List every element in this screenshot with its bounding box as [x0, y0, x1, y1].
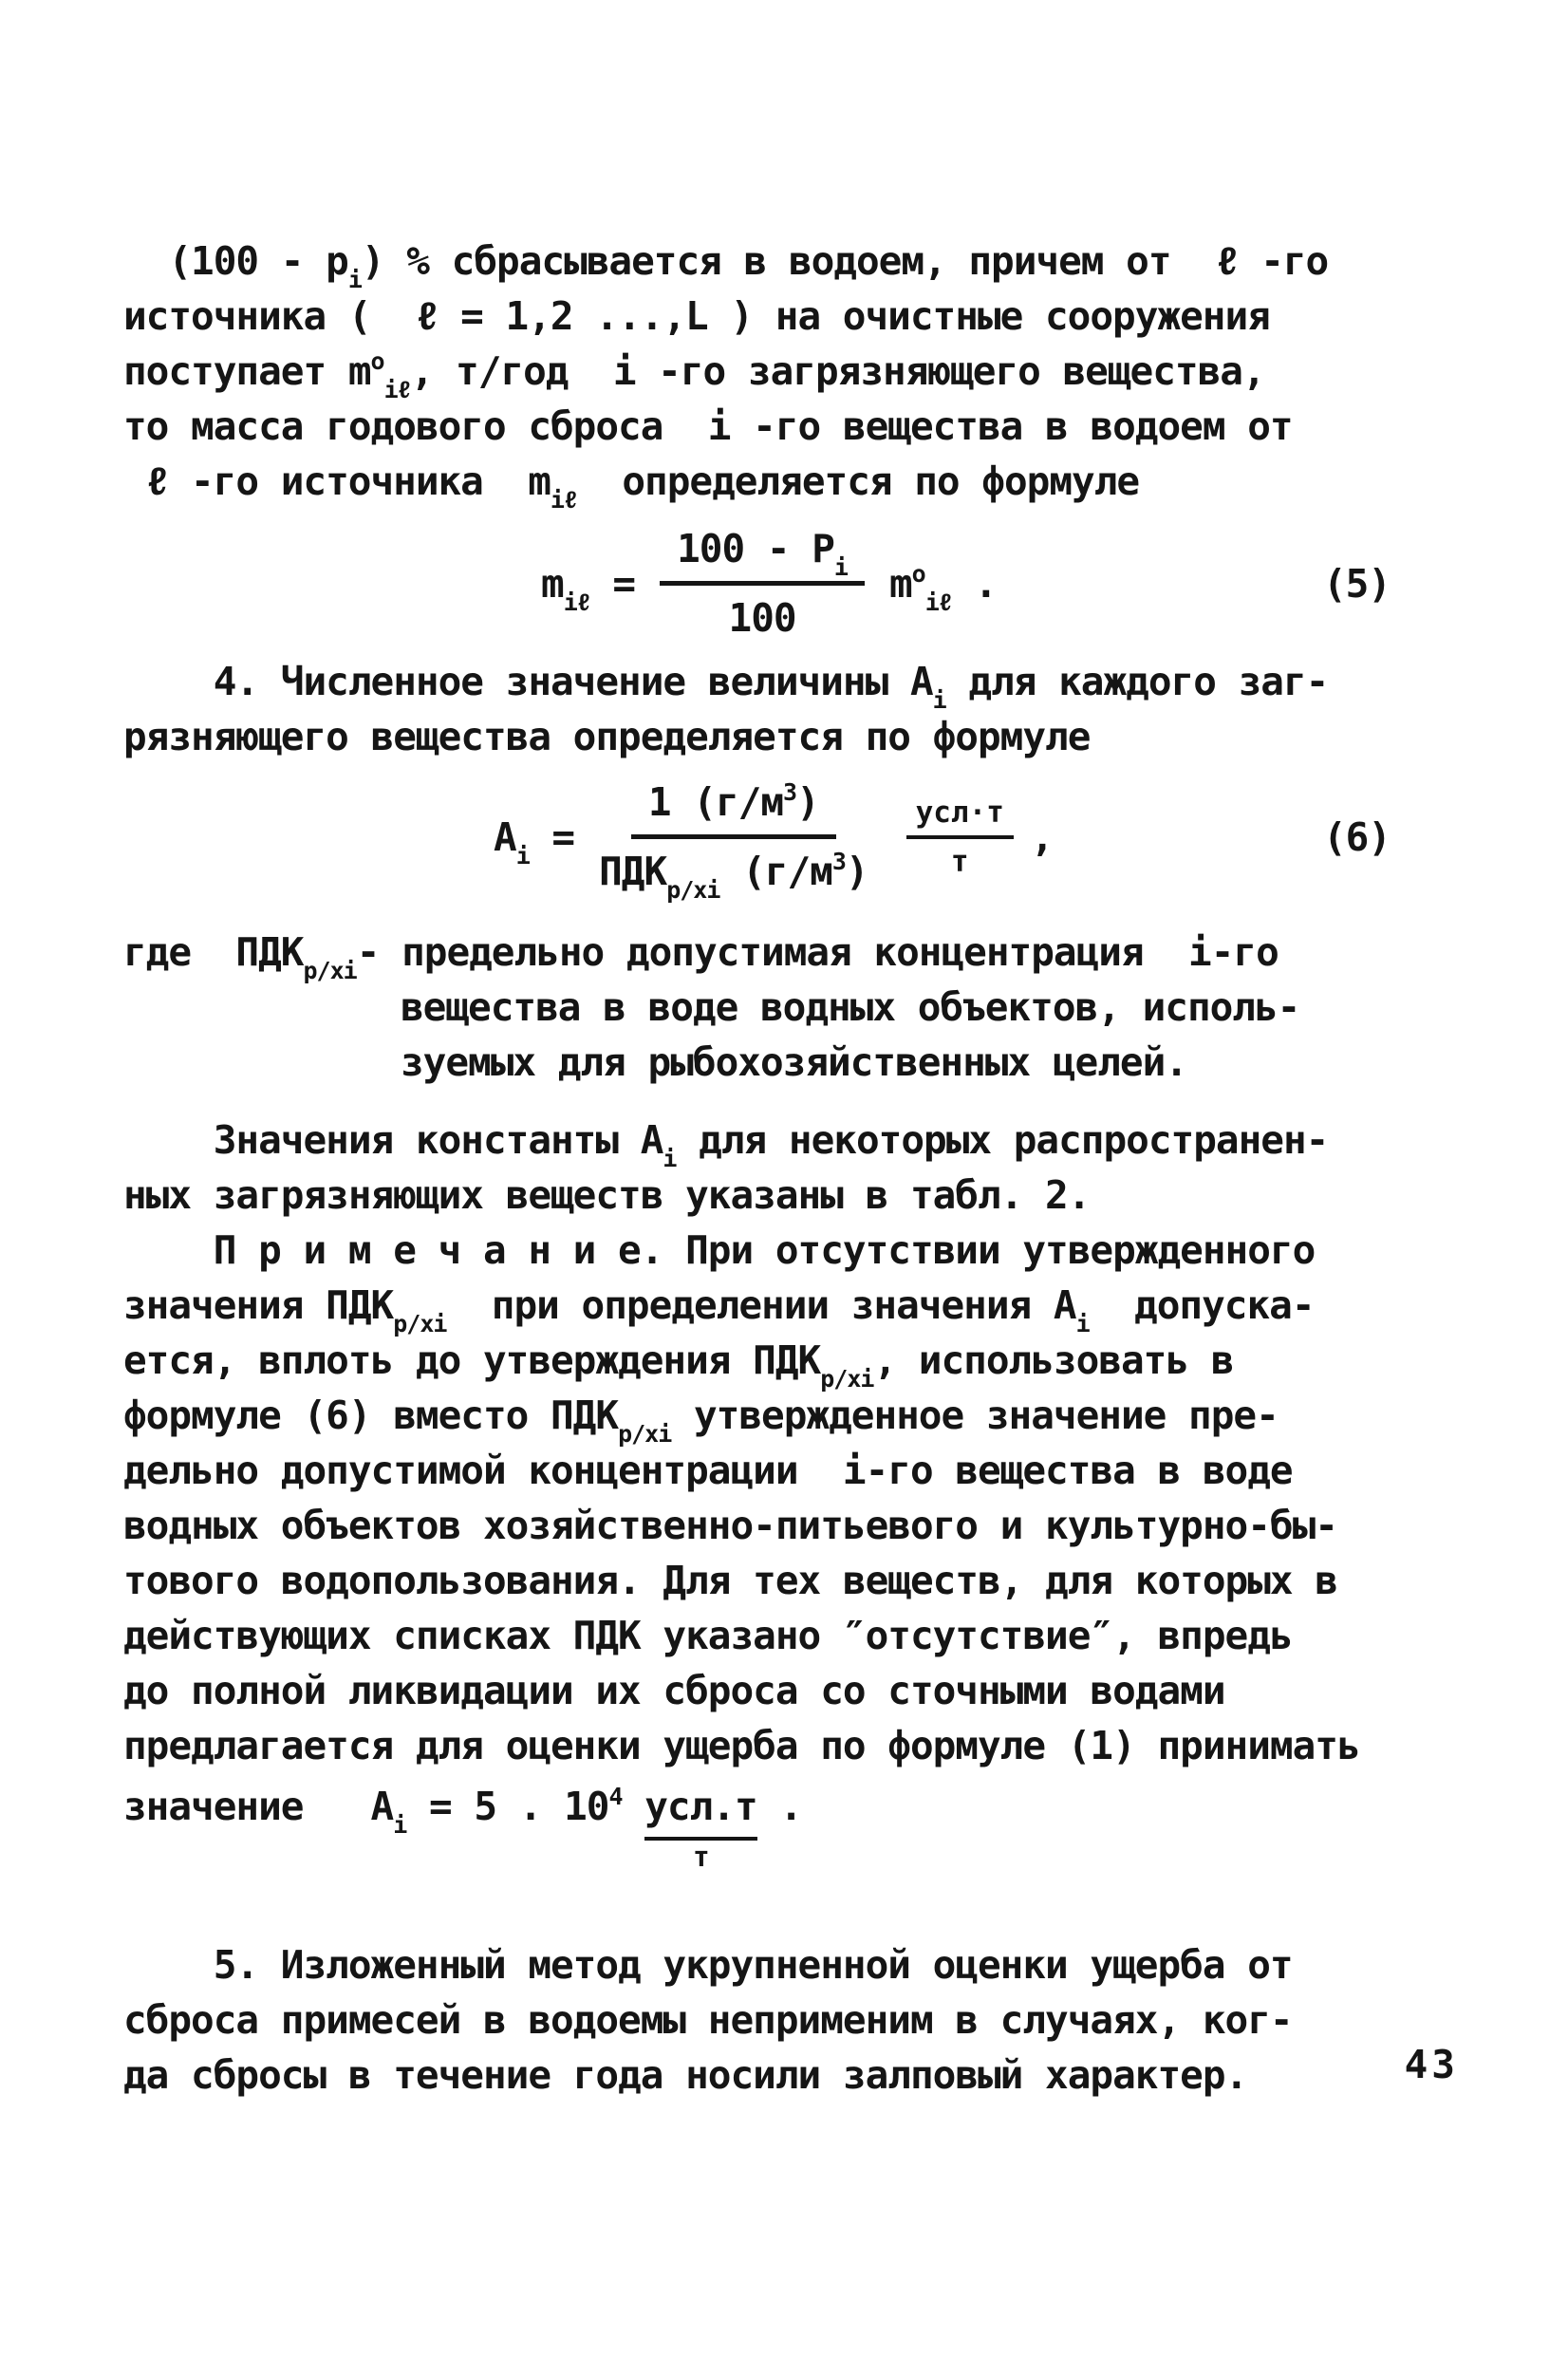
- where-definition-block: [123, 925, 1459, 1090]
- text-line: то масса годового сброса i -го вещества в водоем от: [123, 403, 1293, 449]
- formula-5-number: (5): [1322, 560, 1391, 607]
- formula-5-lhs: $m_{i\ell}$ =: [541, 560, 636, 616]
- formula-6-comma: ,: [1030, 813, 1054, 860]
- note-value-prefix: значение $А_i = 5$ . $10^4$: [123, 1783, 623, 1839]
- text-line: водных объектов хозяйственно-питьевого и культурно-бы-: [123, 1503, 1337, 1548]
- text-line: сброса примесей в водоемы неприменим в случаях, ког-: [123, 1997, 1293, 2043]
- formula-6-fraction: [599, 777, 868, 904]
- text-line: действующих списках ПДК указано ″отсутствие″, впредь: [123, 1613, 1293, 1658]
- formula-6-number: (6): [1322, 813, 1391, 860]
- note-value-line: [123, 1779, 1459, 1871]
- note-value-frac-numerator: усл.т: [644, 1779, 756, 1841]
- formula-6: [123, 777, 1459, 904]
- formula-6-numerator: 1 $(г/м^3)$: [631, 777, 836, 839]
- note-value-fraction: [644, 1779, 756, 1871]
- text-line: ℓ -го источника $m_{i\ell}$ определяется по формуле: [123, 458, 1140, 514]
- text-line: значения $ПДК_{р/хi}$ при определении значения $А_i$ допуска-: [123, 1282, 1315, 1337]
- text-line: $(100 - p_i)$ % сбрасывается в водоем, причем от ℓ -го: [123, 238, 1329, 293]
- text-line: дельно допустимой концентрации i-го вещества в воде: [123, 1448, 1293, 1493]
- paragraph-intro: [123, 234, 1459, 514]
- text-line: формуле (6) вместо $ПДК_{р/хi}$ утвержденное значение пре-: [123, 1393, 1279, 1448]
- formula-5-fraction: [660, 524, 865, 643]
- text-line: рязняющего вещества определяется по формуле: [123, 714, 1091, 759]
- text-line: где $ПДК_{р/хi}-$ предельно допустимая концентрация i-го: [123, 929, 1279, 984]
- page-number: 43: [1404, 2042, 1459, 2087]
- text-line: П р и м е ч а н и е. При отсутствии утвержденного: [123, 1227, 1316, 1273]
- text-line: 5. Изложенный метод укрупненной оценки ущерба от: [123, 1942, 1293, 1988]
- formula-5-denominator: 100: [728, 595, 796, 641]
- text-line: 4. Численное значение величины $А_i$ для каждого заг-: [123, 659, 1329, 714]
- note-value-frac-denominator: т: [693, 1841, 709, 1873]
- formula-6-unit-fraction: [906, 795, 1014, 880]
- text-line: вещества в воде водных объектов, исполь-: [401, 984, 1300, 1030]
- text-line: до полной ликвидации их сброса со сточными водами: [123, 1668, 1225, 1713]
- formula-6-unit-denominator: т: [950, 844, 969, 879]
- formula-6-unit-numerator: усл·т: [906, 795, 1014, 839]
- text-line: Значения константы $А_i$ для некоторых распространен-: [123, 1117, 1329, 1172]
- formula-5-rhs: $m^o_{i\ell}$ .: [888, 559, 998, 616]
- note-value-suffix: .: [756, 1784, 802, 1829]
- formula-5: [123, 524, 1459, 643]
- text-line: зуемых для рыбохозяйственных целей.: [401, 1039, 1187, 1085]
- formula-5-numerator: $100 - P_i$: [660, 524, 865, 586]
- text-line: ных загрязняющих веществ указаны в табл. 2.: [123, 1172, 1091, 1218]
- formula-6-lhs: $А_i$ =: [494, 813, 575, 869]
- paragraph-point-4: [123, 654, 1459, 764]
- text-line: предлагается для оценки ущерба по формуле (1) принимать: [123, 1723, 1360, 1768]
- text-line: тового водопользования. Для тех веществ, для которых в: [123, 1558, 1337, 1603]
- paragraph-note: [123, 1223, 1459, 1773]
- text-line: источника ( ℓ = 1,2 ...,L ) на очистные сооружения: [123, 293, 1270, 339]
- text-line: поступает $m^o_{i\ell}$, т/год i -го загрязняющего вещества,: [123, 347, 1265, 403]
- formula-6-denominator: $ПДК_{р/хi}$ $(г/м^3)$: [599, 848, 868, 904]
- text-line: ется, вплоть до утверждения $ПДК_{р/хi}$, использовать в: [123, 1337, 1234, 1393]
- paragraph-values: [123, 1113, 1459, 1223]
- text-line: да сбросы в течение года носили залповый характер.: [123, 2052, 1248, 2098]
- paragraph-point-5: [123, 1937, 1459, 2103]
